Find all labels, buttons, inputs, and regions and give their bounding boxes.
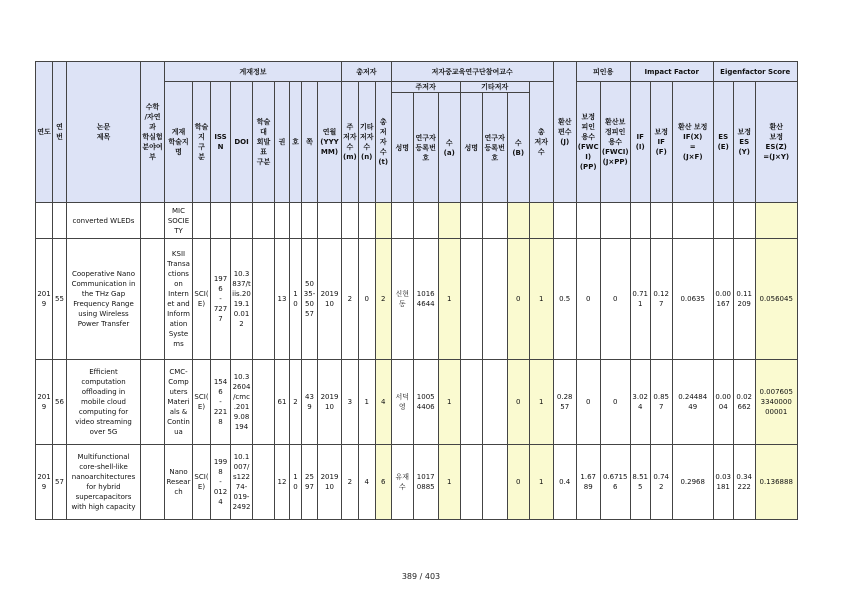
cell-j: 0.5	[553, 239, 576, 360]
cell-year: 201 9	[36, 360, 53, 445]
cell-journal: MIC SOCIE TY	[165, 203, 193, 239]
col-univ-header: 학술대 회발표 구분	[253, 82, 275, 203]
cell-if	[630, 203, 650, 239]
cell-n: 0	[358, 239, 375, 360]
col-count-a-header: 수 (a)	[438, 93, 460, 203]
cell-journal: KSII Transa ctions on Intern et and Inform ation Syste ms	[165, 239, 193, 360]
citation-group-header: 피인용	[576, 62, 630, 82]
col-cross-header: 수학 /자연과 학실험 분야여 부	[141, 62, 165, 203]
col-es-header: ES (E)	[713, 82, 733, 203]
cell-name: 서덕 영	[391, 360, 413, 445]
cell-name2	[460, 203, 482, 239]
cell-page: 43 9	[302, 360, 318, 445]
other-author-subheader: 기타저자	[460, 82, 529, 93]
col-year-header: 연도	[36, 62, 53, 203]
cell-no	[53, 203, 67, 239]
cell-reg: 1017 0885	[413, 445, 438, 520]
cell-no: 57	[53, 445, 67, 520]
cell-z: 0.136888	[755, 445, 797, 520]
col-issn-header: ISSN	[211, 82, 231, 203]
cell-vol: 13	[275, 239, 290, 360]
cell-tf: 1	[529, 445, 553, 520]
research-table	[35, 61, 798, 520]
cell-page: 50 35- 50 57	[302, 239, 318, 360]
cell-m: 3	[342, 360, 359, 445]
cell-doi: 10.3 2604 /cmc .201 9.08 194	[231, 360, 253, 445]
cell-e	[713, 203, 733, 239]
cell-if: 0.71 1	[630, 239, 650, 360]
cell-univ	[253, 360, 275, 445]
cell-cross	[141, 445, 165, 520]
cell-tf	[529, 203, 553, 239]
cell-name	[391, 203, 413, 239]
cell-name: 유재 수	[391, 445, 413, 520]
col-adj-es-header: 보정 ES (Y)	[733, 82, 755, 203]
cell-date: 2019 10	[318, 239, 342, 360]
col-vol-header: 권	[275, 82, 290, 203]
cell-x: 0.24484 49	[672, 360, 713, 445]
cell-type	[193, 203, 211, 239]
cell-cross	[141, 239, 165, 360]
cell-n	[358, 203, 375, 239]
cell-y	[733, 203, 755, 239]
cell-type: SCI( E)	[193, 239, 211, 360]
cell-name2	[460, 445, 482, 520]
cell-date: 2019 10	[318, 360, 342, 445]
cell-title: Multifunctional core-shell-like nanoarchitectures for hybrid supercapacitors with high capacity	[67, 445, 141, 520]
cell-if: 8.51 5	[630, 445, 650, 520]
col-if-header: IF (I)	[630, 82, 650, 203]
cell-year: 201 9	[36, 239, 53, 360]
cell-jpp: 0	[600, 360, 630, 445]
cell-b	[507, 203, 529, 239]
cell-title: converted WLEDs	[67, 203, 141, 239]
cell-vol: 61	[275, 360, 290, 445]
col-page-header: 쪽	[302, 82, 318, 203]
impact-factor-group-header: Impact Factor	[630, 62, 713, 82]
cell-y: 0.11 209	[733, 239, 755, 360]
cell-pp: 1.67 89	[576, 445, 600, 520]
cell-n: 1	[358, 360, 375, 445]
main-author-subheader: 주저자	[391, 82, 460, 93]
cell-cross	[141, 360, 165, 445]
cell-issue: 2	[290, 360, 302, 445]
cell-tf: 1	[529, 239, 553, 360]
cell-j: 0.28 57	[553, 360, 576, 445]
cell-m	[342, 203, 359, 239]
cell-vol: 12	[275, 445, 290, 520]
col-conv-es-header: 환산 보정 ES(Z) =(J×Y)	[755, 82, 797, 203]
col-journal-type-header: 학술 지 구 분	[193, 82, 211, 203]
col-conv-count-header: 환산 편수 (J)	[553, 62, 576, 203]
cell-e: 0.00 167	[713, 239, 733, 360]
cell-issue: 1 0	[290, 239, 302, 360]
cell-z: 0.007605 3340000 00001	[755, 360, 797, 445]
col-conv-fwci-header: 환산보 정피인 용수 (FWCI) (J×PP)	[600, 82, 630, 203]
col-name-header: 성명	[391, 93, 413, 203]
cell-journal: CMC- Comp uters Materi als & Contin ua	[165, 360, 193, 445]
col-reg-header: 연구자 등록번 호	[413, 93, 438, 203]
pub-info-group-header: 게재정보	[165, 62, 342, 82]
cell-issue: 1 0	[290, 445, 302, 520]
col-adj-if-header: 보정 IF (F)	[650, 82, 672, 203]
cell-page: 25 97	[302, 445, 318, 520]
cell-doi: 10.1 007/ s122 74- 019- 2492	[231, 445, 253, 520]
authors-group-header: 총저자	[342, 62, 392, 82]
cell-journal: Nano Resear ch	[165, 445, 193, 520]
cell-no: 56	[53, 360, 67, 445]
cell-t: 6	[375, 445, 391, 520]
cell-n: 4	[358, 445, 375, 520]
cell-date: 2019 10	[318, 445, 342, 520]
col-issue-header: 호	[290, 82, 302, 203]
cell-issn: 1976 - 7277	[211, 239, 231, 360]
cell-b: 0	[507, 360, 529, 445]
cell-pp: 0	[576, 360, 600, 445]
cell-type: SCI( E)	[193, 445, 211, 520]
cell-no: 55	[53, 239, 67, 360]
cell-t: 2	[375, 239, 391, 360]
cell-f: 0.12 7	[650, 239, 672, 360]
eigenfactor-group-header: Eigenfactor Score	[713, 62, 797, 82]
cell-issn: 1998 - 0124	[211, 445, 231, 520]
cell-issn: 1546 - 2218	[211, 360, 231, 445]
col-conv-if-header: 환산 보정 IF(X) = (J×F)	[672, 82, 713, 203]
cell-name2	[460, 360, 482, 445]
cell-page	[302, 203, 318, 239]
cell-reg2	[482, 360, 507, 445]
cell-reg2	[482, 445, 507, 520]
cell-x	[672, 203, 713, 239]
col-main-auth-header: 주 저자 수 (m)	[342, 82, 359, 203]
cell-univ	[253, 445, 275, 520]
col-other-auth-header: 기타 저자 수 (n)	[358, 82, 375, 203]
cell-title: Efficient computation offloading in mobile cloud computing for video streaming over 5G	[67, 360, 141, 445]
cell-cross	[141, 203, 165, 239]
cell-x: 0.0635	[672, 239, 713, 360]
col-name2-header: 성명	[460, 93, 482, 203]
cell-jpp: 0	[600, 239, 630, 360]
cell-pp	[576, 203, 600, 239]
header-row-1	[36, 62, 798, 82]
cell-t: 4	[375, 360, 391, 445]
cell-b: 0	[507, 445, 529, 520]
table-row	[36, 445, 798, 520]
col-total-fac-header: 총 저자 수	[529, 82, 553, 203]
cell-b: 0	[507, 239, 529, 360]
cell-year: 201 9	[36, 445, 53, 520]
cell-m: 2	[342, 239, 359, 360]
table-body	[36, 203, 798, 520]
col-total-auth-header: 총 저자 수 (t)	[375, 82, 391, 203]
col-count-b-header: 수 (B)	[507, 93, 529, 203]
cell-a: 1	[438, 445, 460, 520]
cell-a	[438, 203, 460, 239]
cell-j: 0.4	[553, 445, 576, 520]
table-row	[36, 239, 798, 360]
cell-jpp	[600, 203, 630, 239]
col-no-header: 연번	[53, 62, 67, 203]
cell-reg	[413, 203, 438, 239]
cell-name2	[460, 239, 482, 360]
cell-f	[650, 203, 672, 239]
cell-reg2	[482, 239, 507, 360]
col-doi-header: DOI	[231, 82, 253, 203]
cell-x: 0.2968	[672, 445, 713, 520]
cell-pp: 0	[576, 239, 600, 360]
cell-type: SCI( E)	[193, 360, 211, 445]
cell-tf: 1	[529, 360, 553, 445]
cell-f: 0.74 2	[650, 445, 672, 520]
cell-f: 0.85 7	[650, 360, 672, 445]
col-date-header: 연월 (YYY MM)	[318, 82, 342, 203]
cell-jpp: 0.6715 6	[600, 445, 630, 520]
cell-j	[553, 203, 576, 239]
cell-z: 0.056045	[755, 239, 797, 360]
col-title-header: 논문 제목	[67, 62, 141, 203]
table-row	[36, 203, 798, 239]
cell-reg2	[482, 203, 507, 239]
col-fwci-header: 보정 피인 용수 (FWC I) (PP)	[576, 82, 600, 203]
cell-if: 3.02 4	[630, 360, 650, 445]
cell-issn	[211, 203, 231, 239]
cell-doi: 10.3 837/t iis.20 19.1 0.01 2	[231, 239, 253, 360]
cell-y: 0.34 222	[733, 445, 755, 520]
cell-e: 0.03 181	[713, 445, 733, 520]
cell-doi	[231, 203, 253, 239]
page-number: 389 / 403	[401, 572, 441, 581]
cell-name: 신현 동	[391, 239, 413, 360]
cell-reg: 1005 4406	[413, 360, 438, 445]
table-row	[36, 360, 798, 445]
faculty-group-header: 저자중교육연구단참여교수	[391, 62, 553, 82]
cell-m: 2	[342, 445, 359, 520]
col-journal-header: 게재 학술지 명	[165, 82, 193, 203]
cell-year	[36, 203, 53, 239]
col-reg2-header: 연구자 등록번 호	[482, 93, 507, 203]
cell-z	[755, 203, 797, 239]
cell-date	[318, 203, 342, 239]
cell-univ	[253, 203, 275, 239]
cell-reg: 1016 4644	[413, 239, 438, 360]
cell-univ	[253, 239, 275, 360]
cell-a: 1	[438, 360, 460, 445]
cell-y: 0.02 662	[733, 360, 755, 445]
cell-title: Cooperative Nano Communication in the THz Gap Frequency Range using Wireless Power Transfer	[67, 239, 141, 360]
cell-vol	[275, 203, 290, 239]
cell-t	[375, 203, 391, 239]
cell-e: 0.00 04	[713, 360, 733, 445]
cell-issue	[290, 203, 302, 239]
cell-a: 1	[438, 239, 460, 360]
